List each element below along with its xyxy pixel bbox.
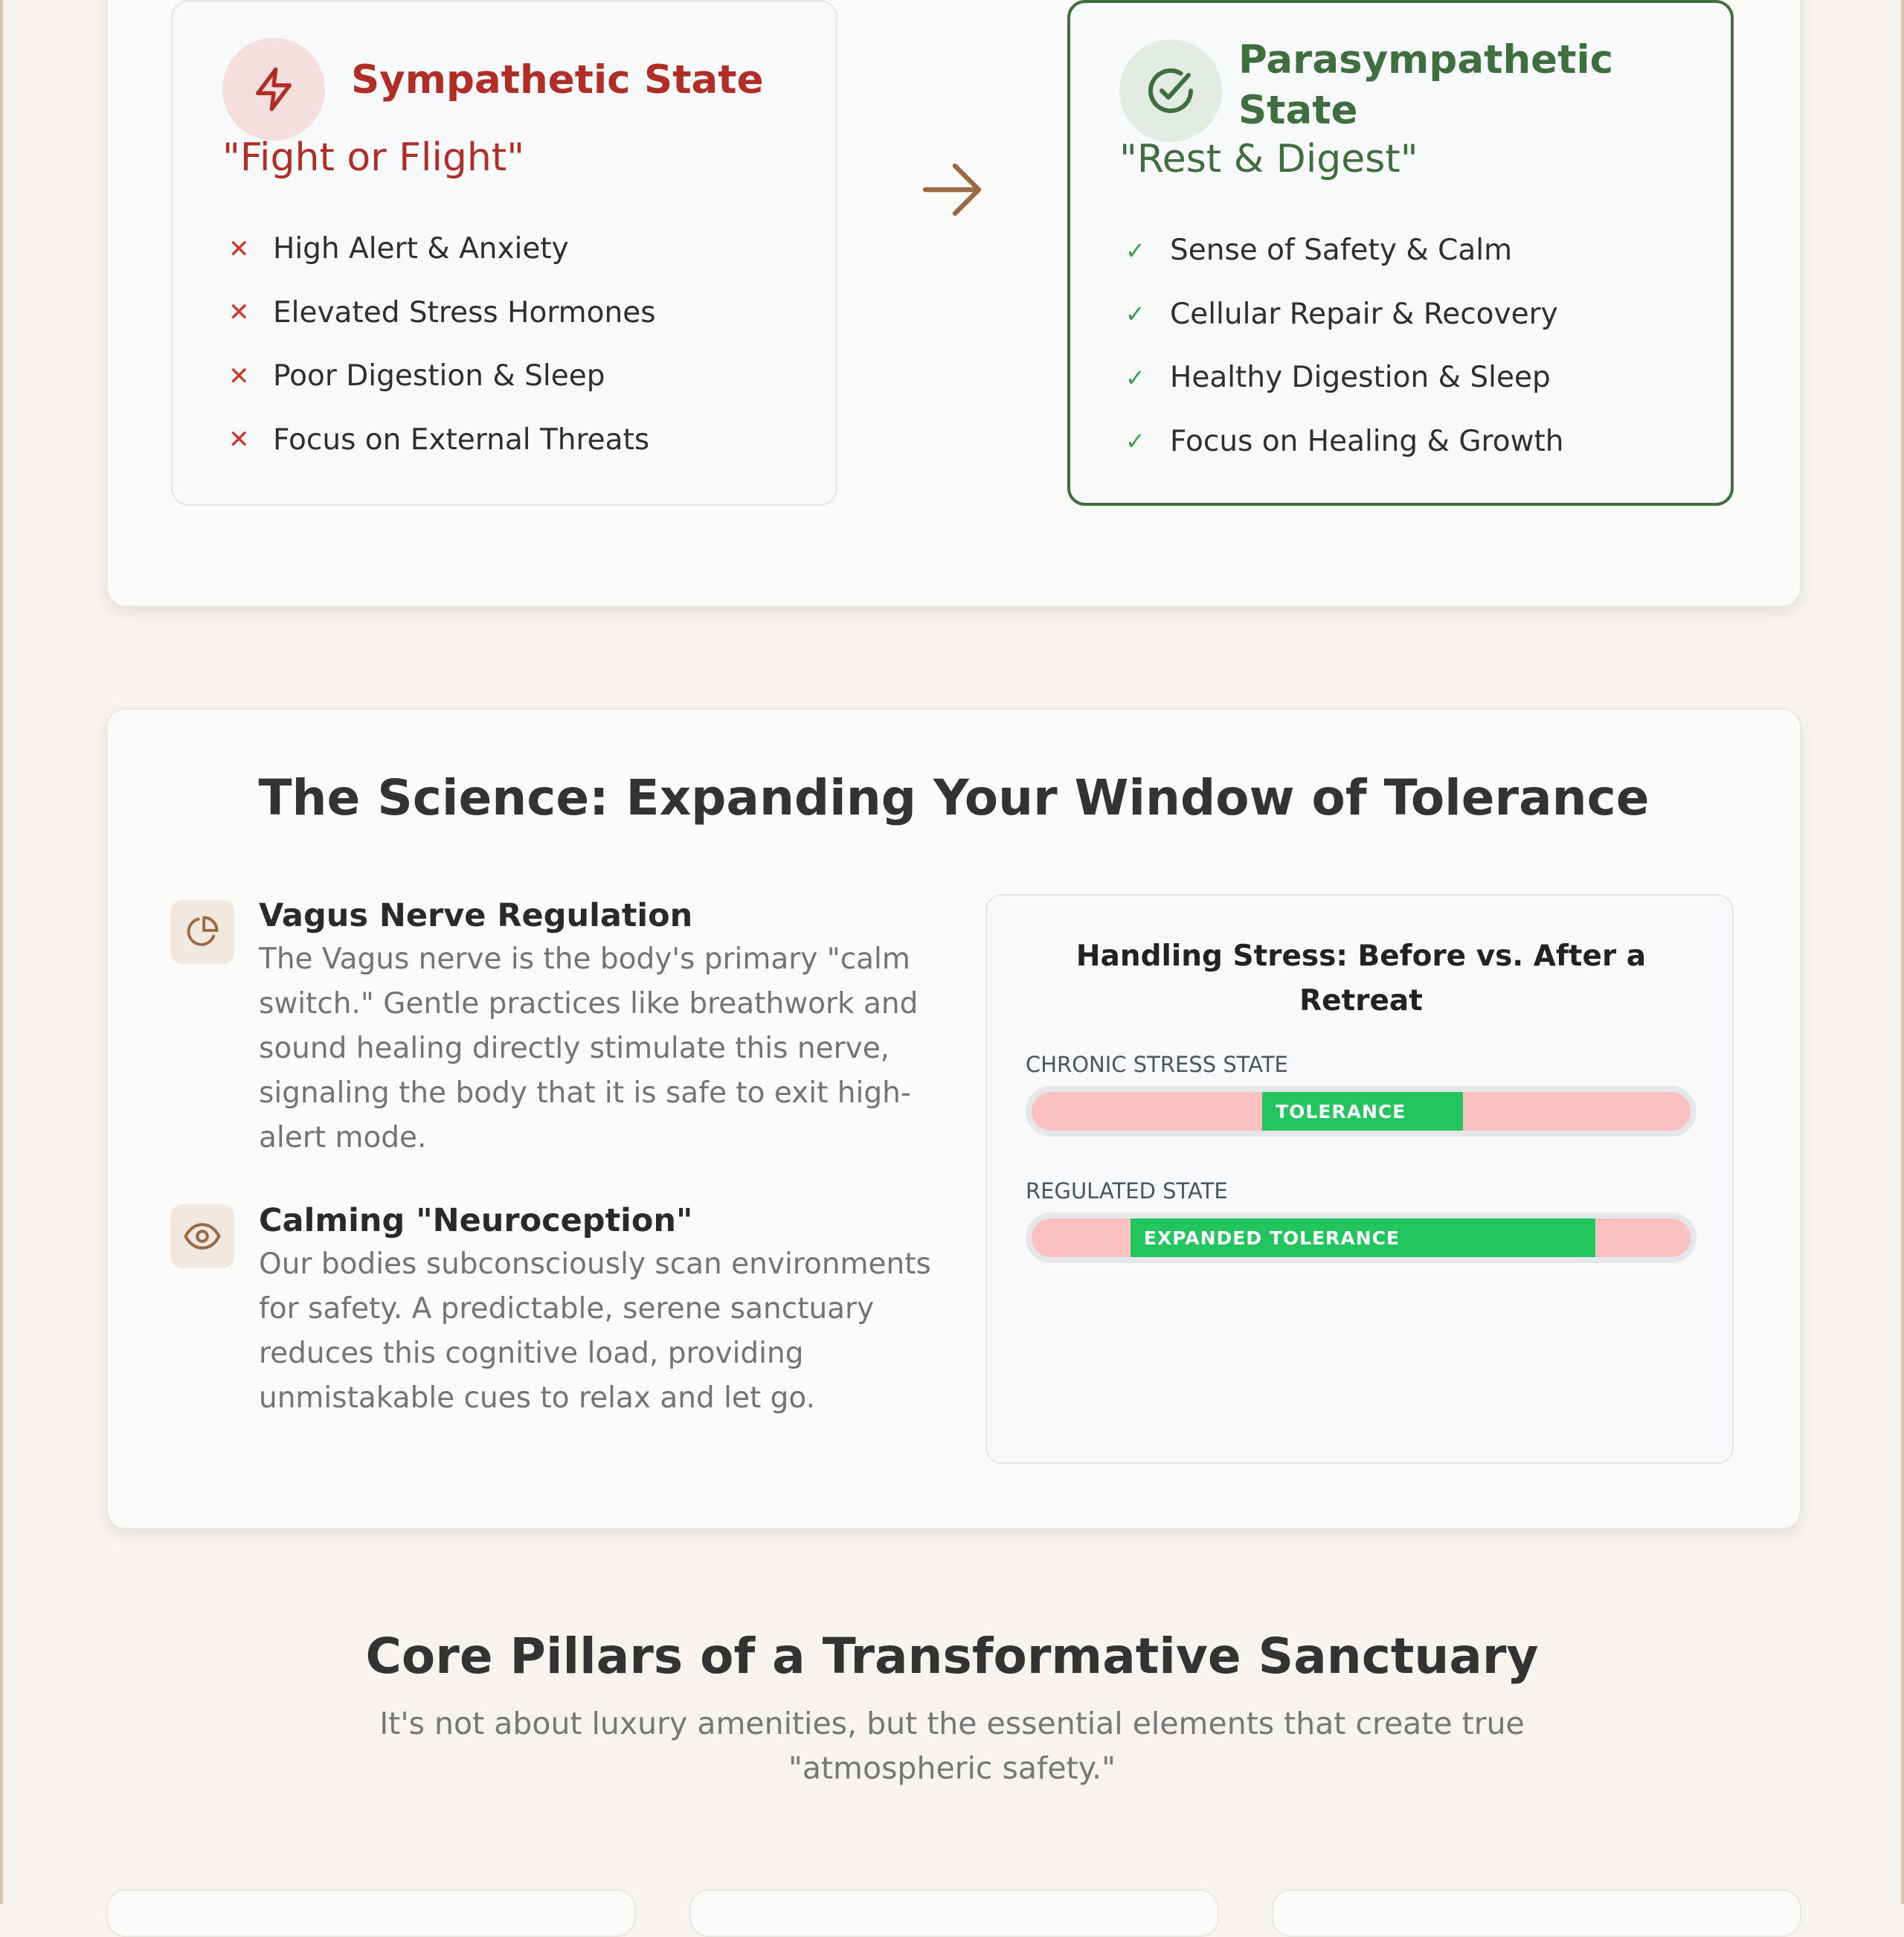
list-item: ✕ Focus on External Threats — [228, 423, 650, 457]
x-icon: ✕ — [228, 361, 250, 391]
x-icon: ✕ — [228, 425, 250, 455]
pillar-card — [689, 1889, 1219, 1937]
parasympathetic-list — [1125, 219, 1564, 473]
sympathetic-list — [228, 217, 656, 472]
page-edge-right — [1901, 0, 1904, 1904]
list-item: ✕ Poor Digestion & Sleep — [228, 359, 605, 393]
pillar-card — [106, 1889, 636, 1937]
x-icon: ✕ — [228, 298, 250, 328]
chart-title: Handling Stress: Before vs. After a Retreat — [1075, 939, 1647, 1018]
nervous-system-states-card — [106, 0, 1801, 607]
check-icon: ✓ — [1125, 427, 1145, 456]
science-title: The Science: Expanding Your Window of Tolerance — [258, 769, 1650, 826]
parasympathetic-state-panel — [1067, 0, 1734, 506]
sympathetic-subtitle: "Fight or Flight" — [222, 135, 525, 180]
list-item: ✕ High Alert & Anxiety — [228, 232, 569, 266]
science-card — [106, 708, 1801, 1529]
sympathetic-state-panel — [171, 0, 837, 506]
list-item: ✓ Focus on Healing & Growth — [1125, 424, 1564, 458]
tolerance-window: EXPANDED TOLERANCE — [1130, 1218, 1595, 1257]
feature-description: Our bodies subconsciously scan environments for safety. A predictable, serene sanctuary reduces this cognitive load, providing unmistakable cues to relax and let go. — [259, 1247, 931, 1415]
arrow-right-icon — [916, 154, 988, 228]
tolerance-window: TOLERANCE — [1262, 1092, 1463, 1131]
bar-label: CHRONIC STRESS STATE — [1026, 1052, 1288, 1077]
check-circle-icon — [1119, 39, 1222, 142]
check-icon: ✓ — [1125, 300, 1145, 329]
list-item: ✓ Cellular Repair & Recovery — [1125, 297, 1558, 331]
list-item: ✕ Elevated Stress Hormones — [228, 295, 656, 330]
feature-description: The Vagus nerve is the body's primary "calm switch." Gentle practices like breathwork and sound healing directly stimulate this nerve, signaling the body that it is safe to exit high-alert mode. — [259, 942, 919, 1154]
tolerance-bar — [1026, 1086, 1696, 1137]
stress-zone — [1032, 1092, 1691, 1131]
eye-icon — [170, 1204, 234, 1268]
bar-label: REGULATED STATE — [1026, 1178, 1228, 1204]
stress-comparison-chart — [985, 894, 1734, 1464]
feature-title: Vagus Nerve Regulation — [259, 897, 693, 934]
list-item: ✓ Healthy Digestion & Sleep — [1125, 361, 1551, 395]
feature-title: Calming "Neuroception" — [259, 1202, 693, 1239]
stress-zone — [1032, 1218, 1691, 1257]
tolerance-bar — [1026, 1212, 1696, 1263]
parasympathetic-subtitle: "Rest & Digest" — [1119, 137, 1418, 182]
x-icon: ✕ — [228, 234, 250, 264]
lightning-icon — [222, 38, 325, 141]
check-icon: ✓ — [1125, 363, 1145, 392]
pillars-subtitle: It's not about luxury amenities, but the essential elements that create true "atmospheric safety." — [379, 1706, 1525, 1786]
pillars-title: Core Pillars of a Transformative Sanctuary — [365, 1628, 1539, 1685]
pillar-card — [1272, 1889, 1801, 1937]
pie-chart-icon — [170, 900, 234, 964]
sympathetic-title: Sympathetic State — [351, 57, 764, 103]
parasympathetic-title: Parasympathetic State — [1238, 37, 1614, 133]
check-icon: ✓ — [1125, 236, 1145, 265]
page-edge-left — [0, 0, 3, 1904]
list-item: ✓ Sense of Safety & Calm — [1125, 234, 1513, 268]
